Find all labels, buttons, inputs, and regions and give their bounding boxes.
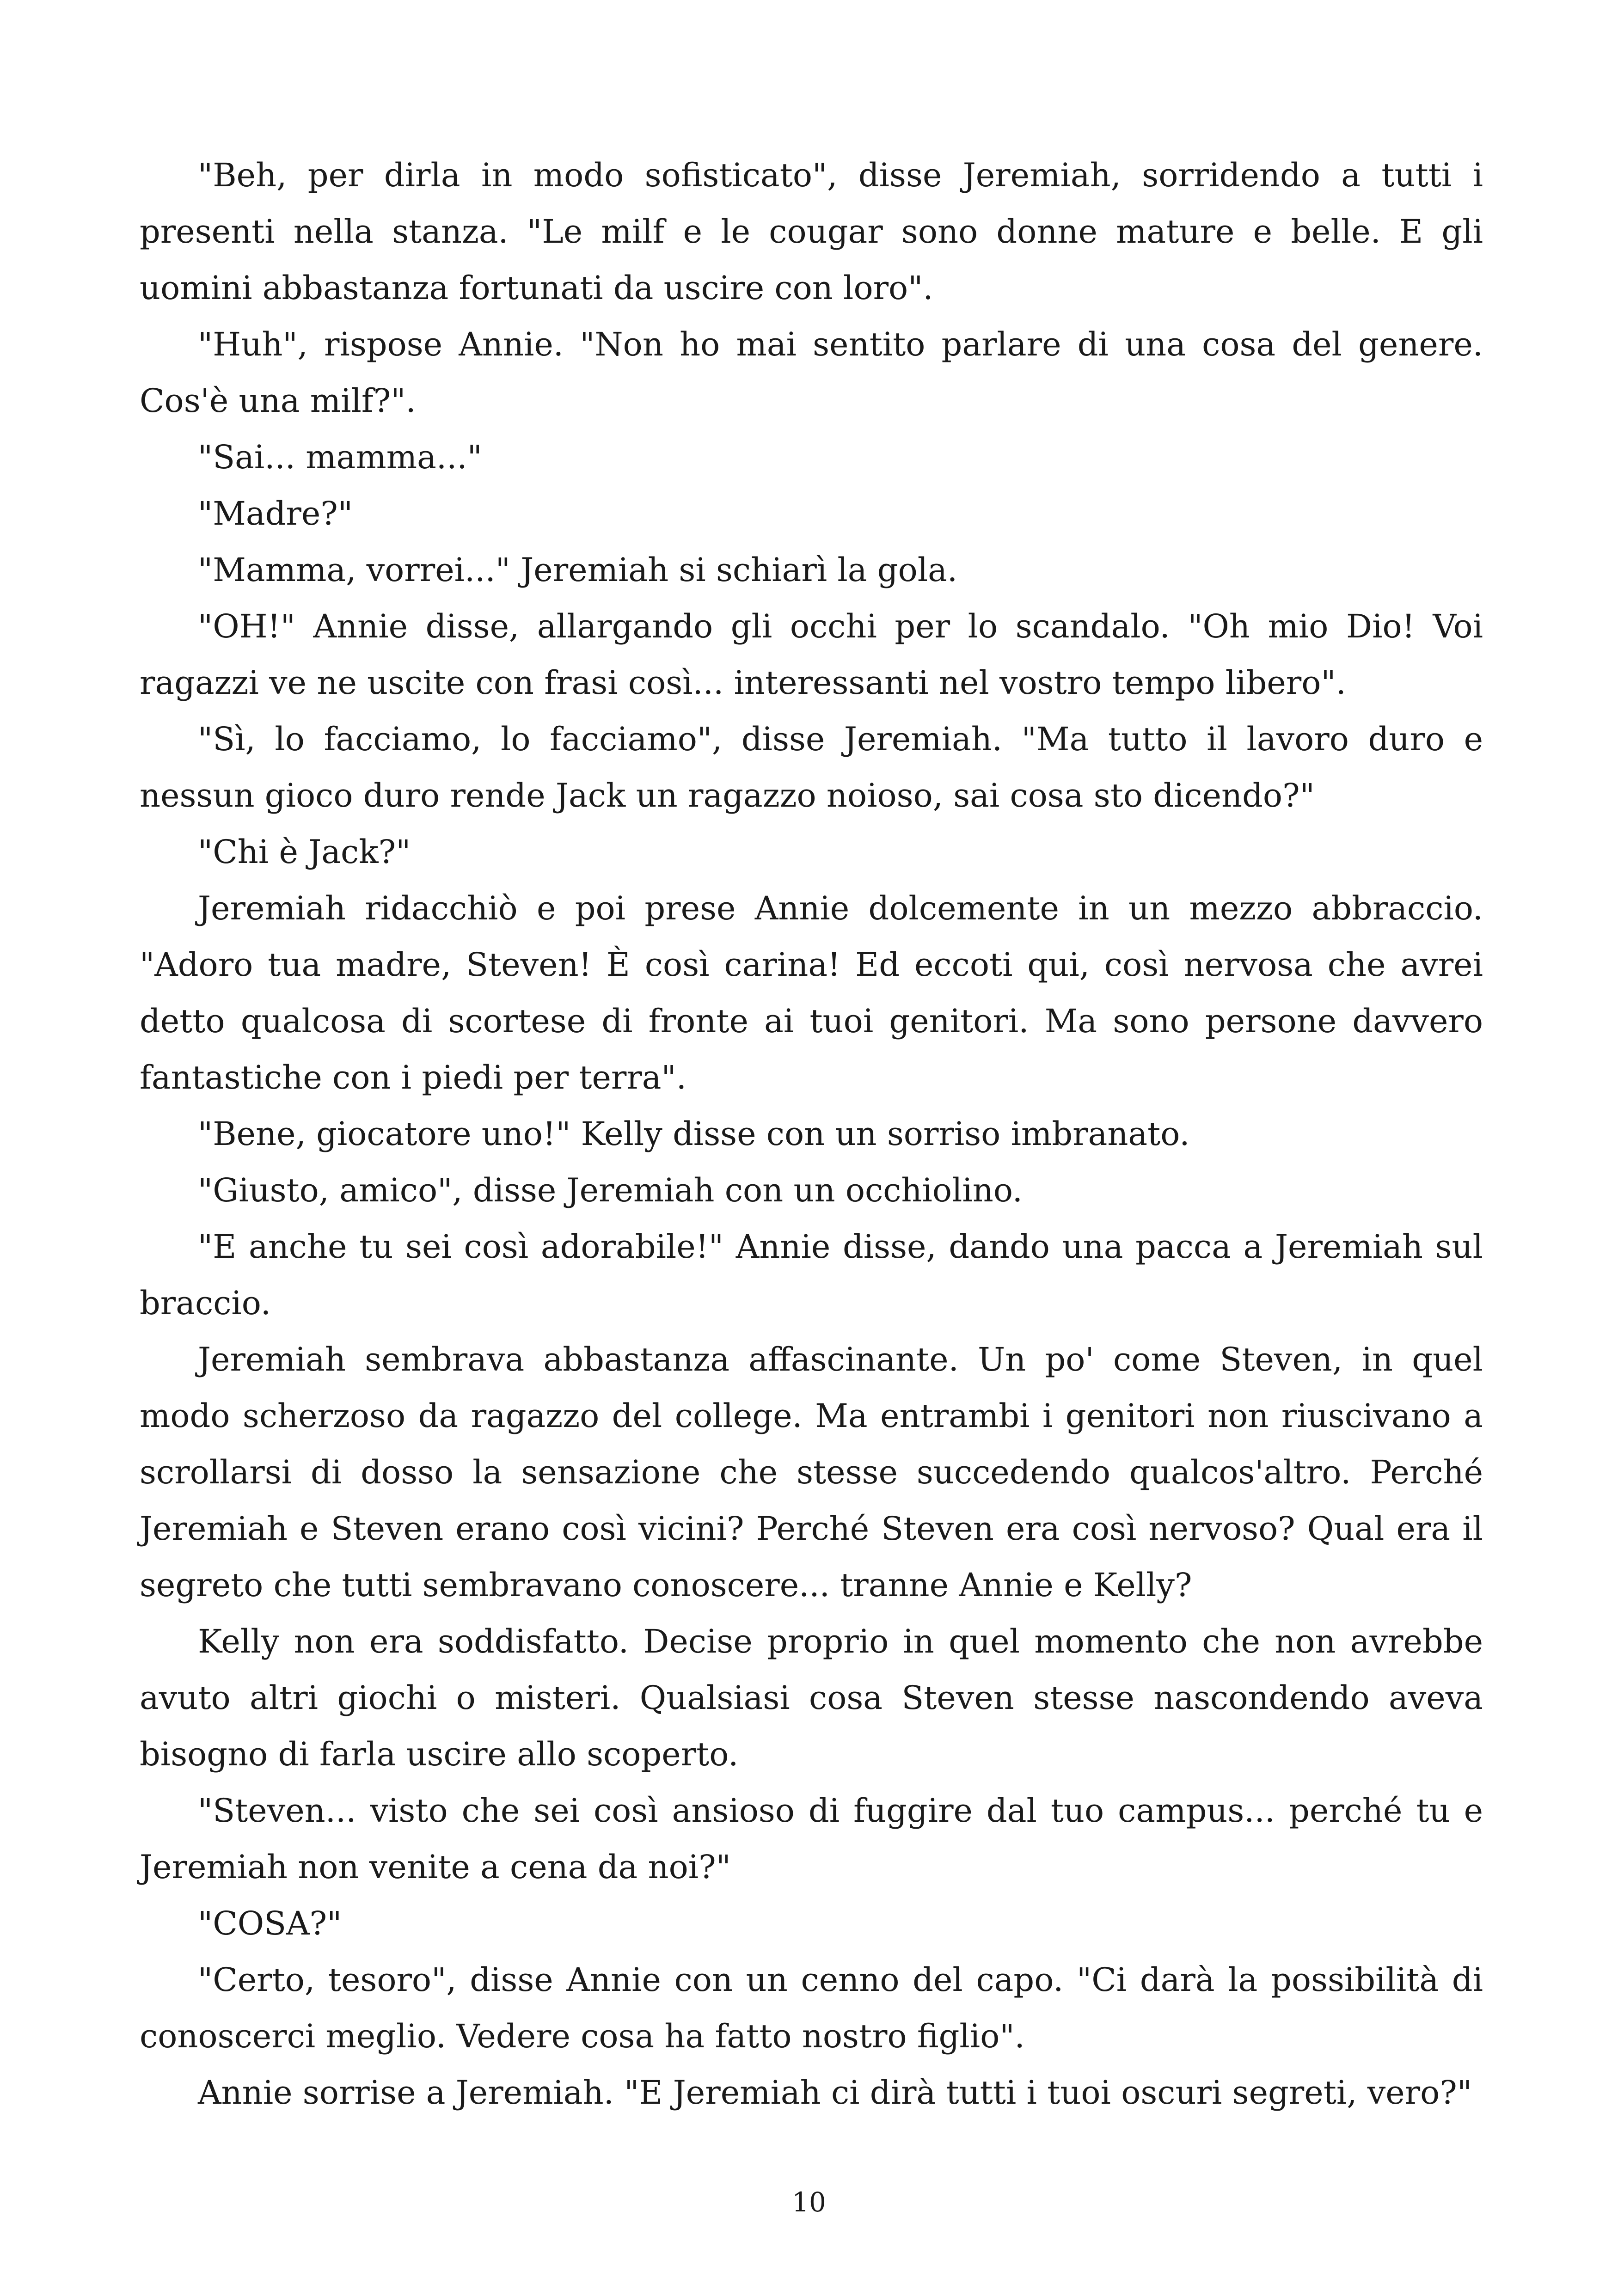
paragraph-8: "Chi è Jack?" [198,833,411,871]
paragraph-2: "Huh", rispose Annie. "Non ho mai sentito parlare di una cosa del genere. Cos'è una milf?". [140,325,1483,420]
paragraph-18: Annie sorrise a Jeremiah. "E Jeremiah ci dirà tutti i tuoi oscuri segreti, vero?" [198,2074,1472,2112]
paragraph-3: "Sai... mamma..." [198,438,482,476]
paragraph-10: "Bene, giocatore uno!" Kelly disse con un sorriso imbranato. [198,1115,1190,1153]
paragraph-6: "OH!" Annie disse, allargando gli occhi per lo scandalo. "Oh mio Dio! Voi ragazzi ve ne uscite con frasi così... interessanti nel vostro tempo libero". [140,607,1483,702]
paragraph-14: Kelly non era soddisfatto. Decise proprio in quel momento che non avrebbe avuto altri giochi o misteri. Qualsiasi cosa Steven stesse nascondendo aveva bisogno di farla uscire allo scoperto. [140,1623,1483,1773]
paragraph-7: "Sì, lo facciamo, lo facciamo", disse Jeremiah. "Ma tutto il lavoro duro e nessun gioco duro rende Jack un ragazzo noioso, sai cosa sto dicendo?" [140,720,1483,814]
paragraph-16: "COSA?" [198,1904,342,1942]
paragraph-15: "Steven... visto che sei così ansioso di fuggire dal tuo campus... perché tu e Jeremiah non venite a cena da noi?" [140,1792,1483,1886]
paragraph-17: "Certo, tesoro", disse Annie con un cenno del capo. "Ci darà la possibilità di conoscerci meglio. Vedere cosa ha fatto nostro figlio". [140,1961,1483,2055]
paragraph-9: Jeremiah ridacchiò e poi prese Annie dolcemente in un mezzo abbraccio. "Adoro tua madre, Steven! È così carina! Ed eccoti qui, così nervosa che avrei detto qualcosa di scortese di fronte ai tuoi genitori. Ma sono persone davvero fantastiche con i piedi per terra". [140,889,1483,1096]
paragraph-11: "Giusto, amico", disse Jeremiah con un occhiolino. [198,1171,1023,1209]
paragraph-5: "Mamma, vorrei..." Jeremiah si schiarì la gola. [198,551,958,589]
paragraph-4: "Madre?" [198,495,353,533]
page-number: 10 [792,2186,826,2218]
paragraph-1: "Beh, per dirla in modo sofisticato", disse Jeremiah, sorridendo a tutti i presenti nella stanza. "Le milf e le cougar sono donne mature e belle. E gli uomini abbastanza fortunati da uscire con loro". [140,156,1483,307]
paragraph-12: "E anche tu sei così adorabile!" Annie disse, dando una pacca a Jeremiah sul braccio. [140,1228,1483,1322]
paragraph-13: Jeremiah sembrava abbastanza affascinante. Un po' come Steven, in quel modo scherzoso da ragazzo del college. Ma entrambi i genitori non riuscivano a scrollarsi di dosso la sensazione che stesse succedendo qualcos'altro. Perché Jeremiah e Steven erano così vicini? Perché Steven era così nervoso? Qual era il segreto che tutti sembravano conoscere... tranne Annie e Kelly? [140,1341,1483,1604]
body-text [140,147,1483,2121]
